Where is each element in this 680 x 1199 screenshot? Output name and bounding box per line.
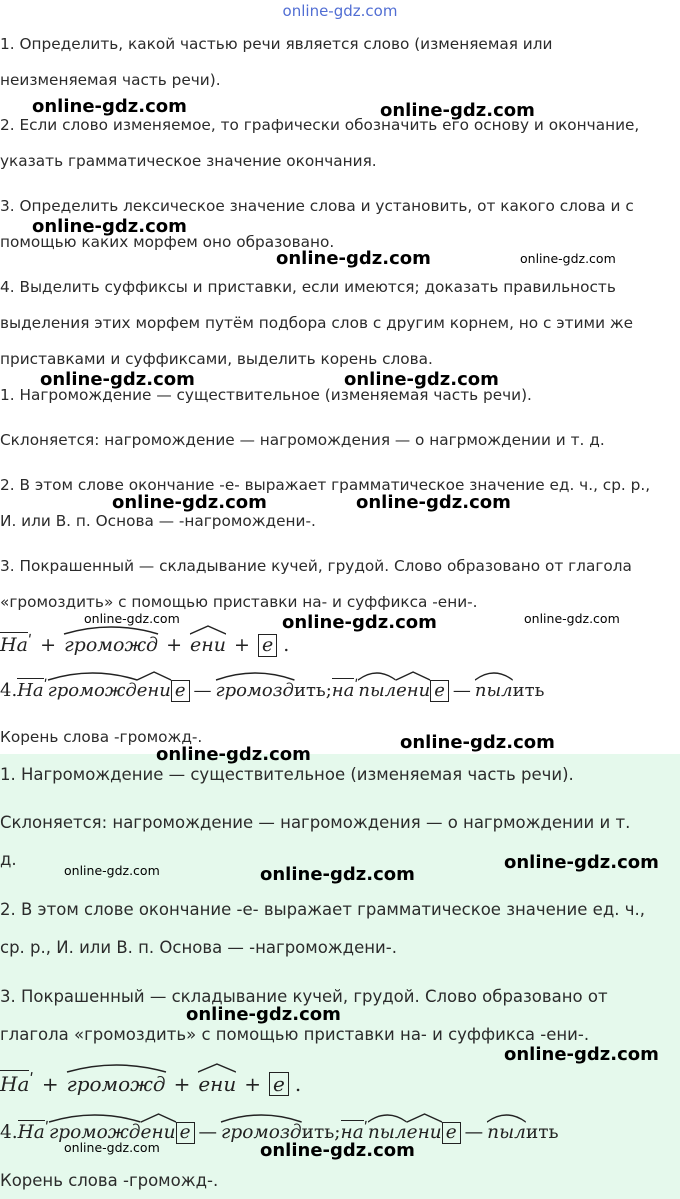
plan-line: выделения этих морфем путём подбора слов с другим корнем, но с этими же: [0, 314, 634, 332]
dash: —: [193, 680, 212, 701]
plus-sign: +: [173, 1072, 191, 1096]
watermark: online-gdz.com: [112, 492, 267, 513]
watermark: online-gdz.com: [84, 611, 180, 626]
morpheme-formula: $На^ʹ$ + громожд + ени + е .: [0, 632, 289, 657]
plan-line: указать грамматическое значение окончания.: [0, 152, 377, 170]
root-mark: громозд: [216, 680, 294, 701]
watermark: online-gdz.com: [260, 1140, 415, 1161]
watermark: online-gdz.com: [524, 611, 620, 626]
suffix-mark: ени: [396, 680, 430, 701]
answer-line: ср. р., И. или В. п. Основа — -нагромождени-.: [0, 938, 397, 957]
ending-mark: е: [171, 680, 190, 702]
suffix-mark: ени: [407, 1122, 442, 1143]
morpheme-line-4: $4.На^ʹ$ громожд ени е — $громоздить;на^ʹ$ пыл ени е — пылить: [0, 1120, 559, 1144]
answer-line: «громоздить» с помощью приставки на- и суффикса -ени-.: [0, 593, 478, 611]
root-mark: громожд: [64, 634, 158, 656]
answer-line: Корень слова -громожд-.: [0, 728, 203, 746]
ending-mark: е: [269, 1072, 289, 1096]
prefix-mark: на: [331, 680, 355, 701]
ending-mark: е: [258, 634, 277, 657]
answer-line: Корень слова -громожд-.: [0, 1171, 219, 1190]
watermark: online-gdz.com: [64, 863, 160, 878]
watermark: online-gdz.com: [260, 864, 415, 885]
watermark: online-gdz.com: [282, 612, 437, 633]
watermark: online-gdz.com: [520, 251, 616, 266]
root-mark: пыл: [487, 1122, 526, 1143]
answer-line: 3. Покрашенный — складывание кучей, грудой. Слово образовано от глагола: [0, 557, 632, 575]
suffix-mark: ени: [137, 680, 171, 701]
answer-line: 2. В этом слове окончание -е- выражает грамматическое значение ед. ч.,: [0, 900, 645, 919]
top-watermark: online-gdz.com: [282, 2, 398, 20]
root-mark: пыл: [475, 680, 513, 701]
prefix-mark: На: [17, 680, 44, 701]
suffix-mark: ени: [198, 1072, 236, 1096]
semicolon: ;: [325, 680, 332, 701]
plan-line: 2. Если слово изменяемое, то графически обозначить его основу и окончание,: [0, 116, 640, 134]
root-mark: громозд: [221, 1122, 302, 1143]
suffix-mark: ени: [141, 1122, 176, 1143]
plus-sign: +: [234, 634, 250, 656]
plan-line: приставками и суффиксами, выделить корень слова.: [0, 350, 433, 368]
watermark: online-gdz.com: [356, 492, 511, 513]
answer-line: 1. Нагромождение — существительное (изменяемая часть речи).: [0, 765, 574, 784]
prefix-mark: На: [0, 634, 28, 656]
prefix-mark: На: [17, 1122, 45, 1143]
ending-mark: е: [176, 1122, 195, 1144]
plan-line: 3. Определить лексическое значение слова и установить, от какого слова и с: [0, 197, 634, 215]
prefix-mark: на: [340, 1122, 364, 1143]
plus-sign: +: [41, 1072, 59, 1096]
watermark: online-gdz.com: [400, 732, 555, 753]
suffix-text: ить: [301, 1122, 335, 1143]
semicolon: ;: [334, 1122, 341, 1143]
plan-line: неизменяемая часть речи).: [0, 71, 221, 89]
ending-mark: е: [430, 680, 449, 702]
watermark: online-gdz.com: [504, 1044, 659, 1065]
plus-sign: +: [166, 634, 183, 656]
plan-line: 4. Выделить суффиксы и приставки, если имеются; доказать правильность: [0, 278, 616, 296]
morpheme-line-4: $4.На^ʹ$ громожд ени е — $громоздить;на^ʹ$ пыл ени е — пылить: [0, 678, 544, 702]
watermark: online-gdz.com: [40, 369, 195, 390]
answer-line: 3. Покрашенный — складывание кучей, грудой. Слово образовано от: [0, 987, 608, 1006]
root-mark: пыл: [358, 680, 396, 701]
answer-line: глагола «громоздить» с помощью приставки на- и суффикса -ени-.: [0, 1025, 590, 1044]
watermark: online-gdz.com: [32, 96, 187, 117]
suffix-text: ить: [293, 680, 326, 701]
root-mark: громожд: [48, 680, 137, 701]
dash: —: [464, 1122, 484, 1143]
watermark: online-gdz.com: [276, 248, 431, 269]
watermark: online-gdz.com: [186, 1004, 341, 1025]
watermark: online-gdz.com: [380, 100, 535, 121]
root-mark: пыл: [368, 1122, 407, 1143]
line-number: 4.: [0, 1122, 18, 1143]
watermark: online-gdz.com: [504, 852, 659, 873]
answer-line: д.: [0, 850, 17, 869]
prefix-mark: На: [0, 1072, 30, 1096]
answer-line: 2. В этом слове окончание -е- выражает грамматическое значение ед. ч., ср. р.,: [0, 476, 651, 494]
watermark: online-gdz.com: [156, 744, 311, 765]
plan-line: помощью каких морфем оно образовано.: [0, 233, 335, 251]
suffix-mark: ени: [190, 634, 226, 656]
answer-line: 1. Нагромождение — существительное (изменяемая часть речи).: [0, 386, 532, 404]
formula-dot: .: [283, 634, 290, 656]
formula-dot: .: [294, 1072, 302, 1096]
answer-line: Склоняется: нагромождение — нагромождения — о нагрмождении и т. д.: [0, 431, 605, 449]
watermark: online-gdz.com: [32, 216, 187, 237]
answer-line: И. или В. п. Основа — -нагромождени-.: [0, 512, 316, 530]
watermark: online-gdz.com: [64, 1140, 160, 1155]
dash: —: [198, 1122, 218, 1143]
suffix-text: ить: [525, 1122, 559, 1143]
root-mark: громожд: [67, 1072, 166, 1096]
answer-line: Склоняется: нагромождение — нагромождения — о нагрмождении и т.: [0, 813, 631, 832]
watermark: online-gdz.com: [344, 369, 499, 390]
suffix-text: ить: [512, 680, 545, 701]
dash: —: [452, 680, 471, 701]
ending-mark: е: [442, 1122, 461, 1144]
plus-sign: +: [40, 634, 57, 656]
line-number: 4.: [0, 680, 18, 701]
morpheme-formula: $На^ʹ$ + громожд + ени + е .: [0, 1070, 301, 1096]
root-mark: громожд: [49, 1122, 141, 1143]
plan-line: 1. Определить, какой частью речи является слово (изменяемая или: [0, 35, 553, 53]
plus-sign: +: [244, 1072, 261, 1096]
